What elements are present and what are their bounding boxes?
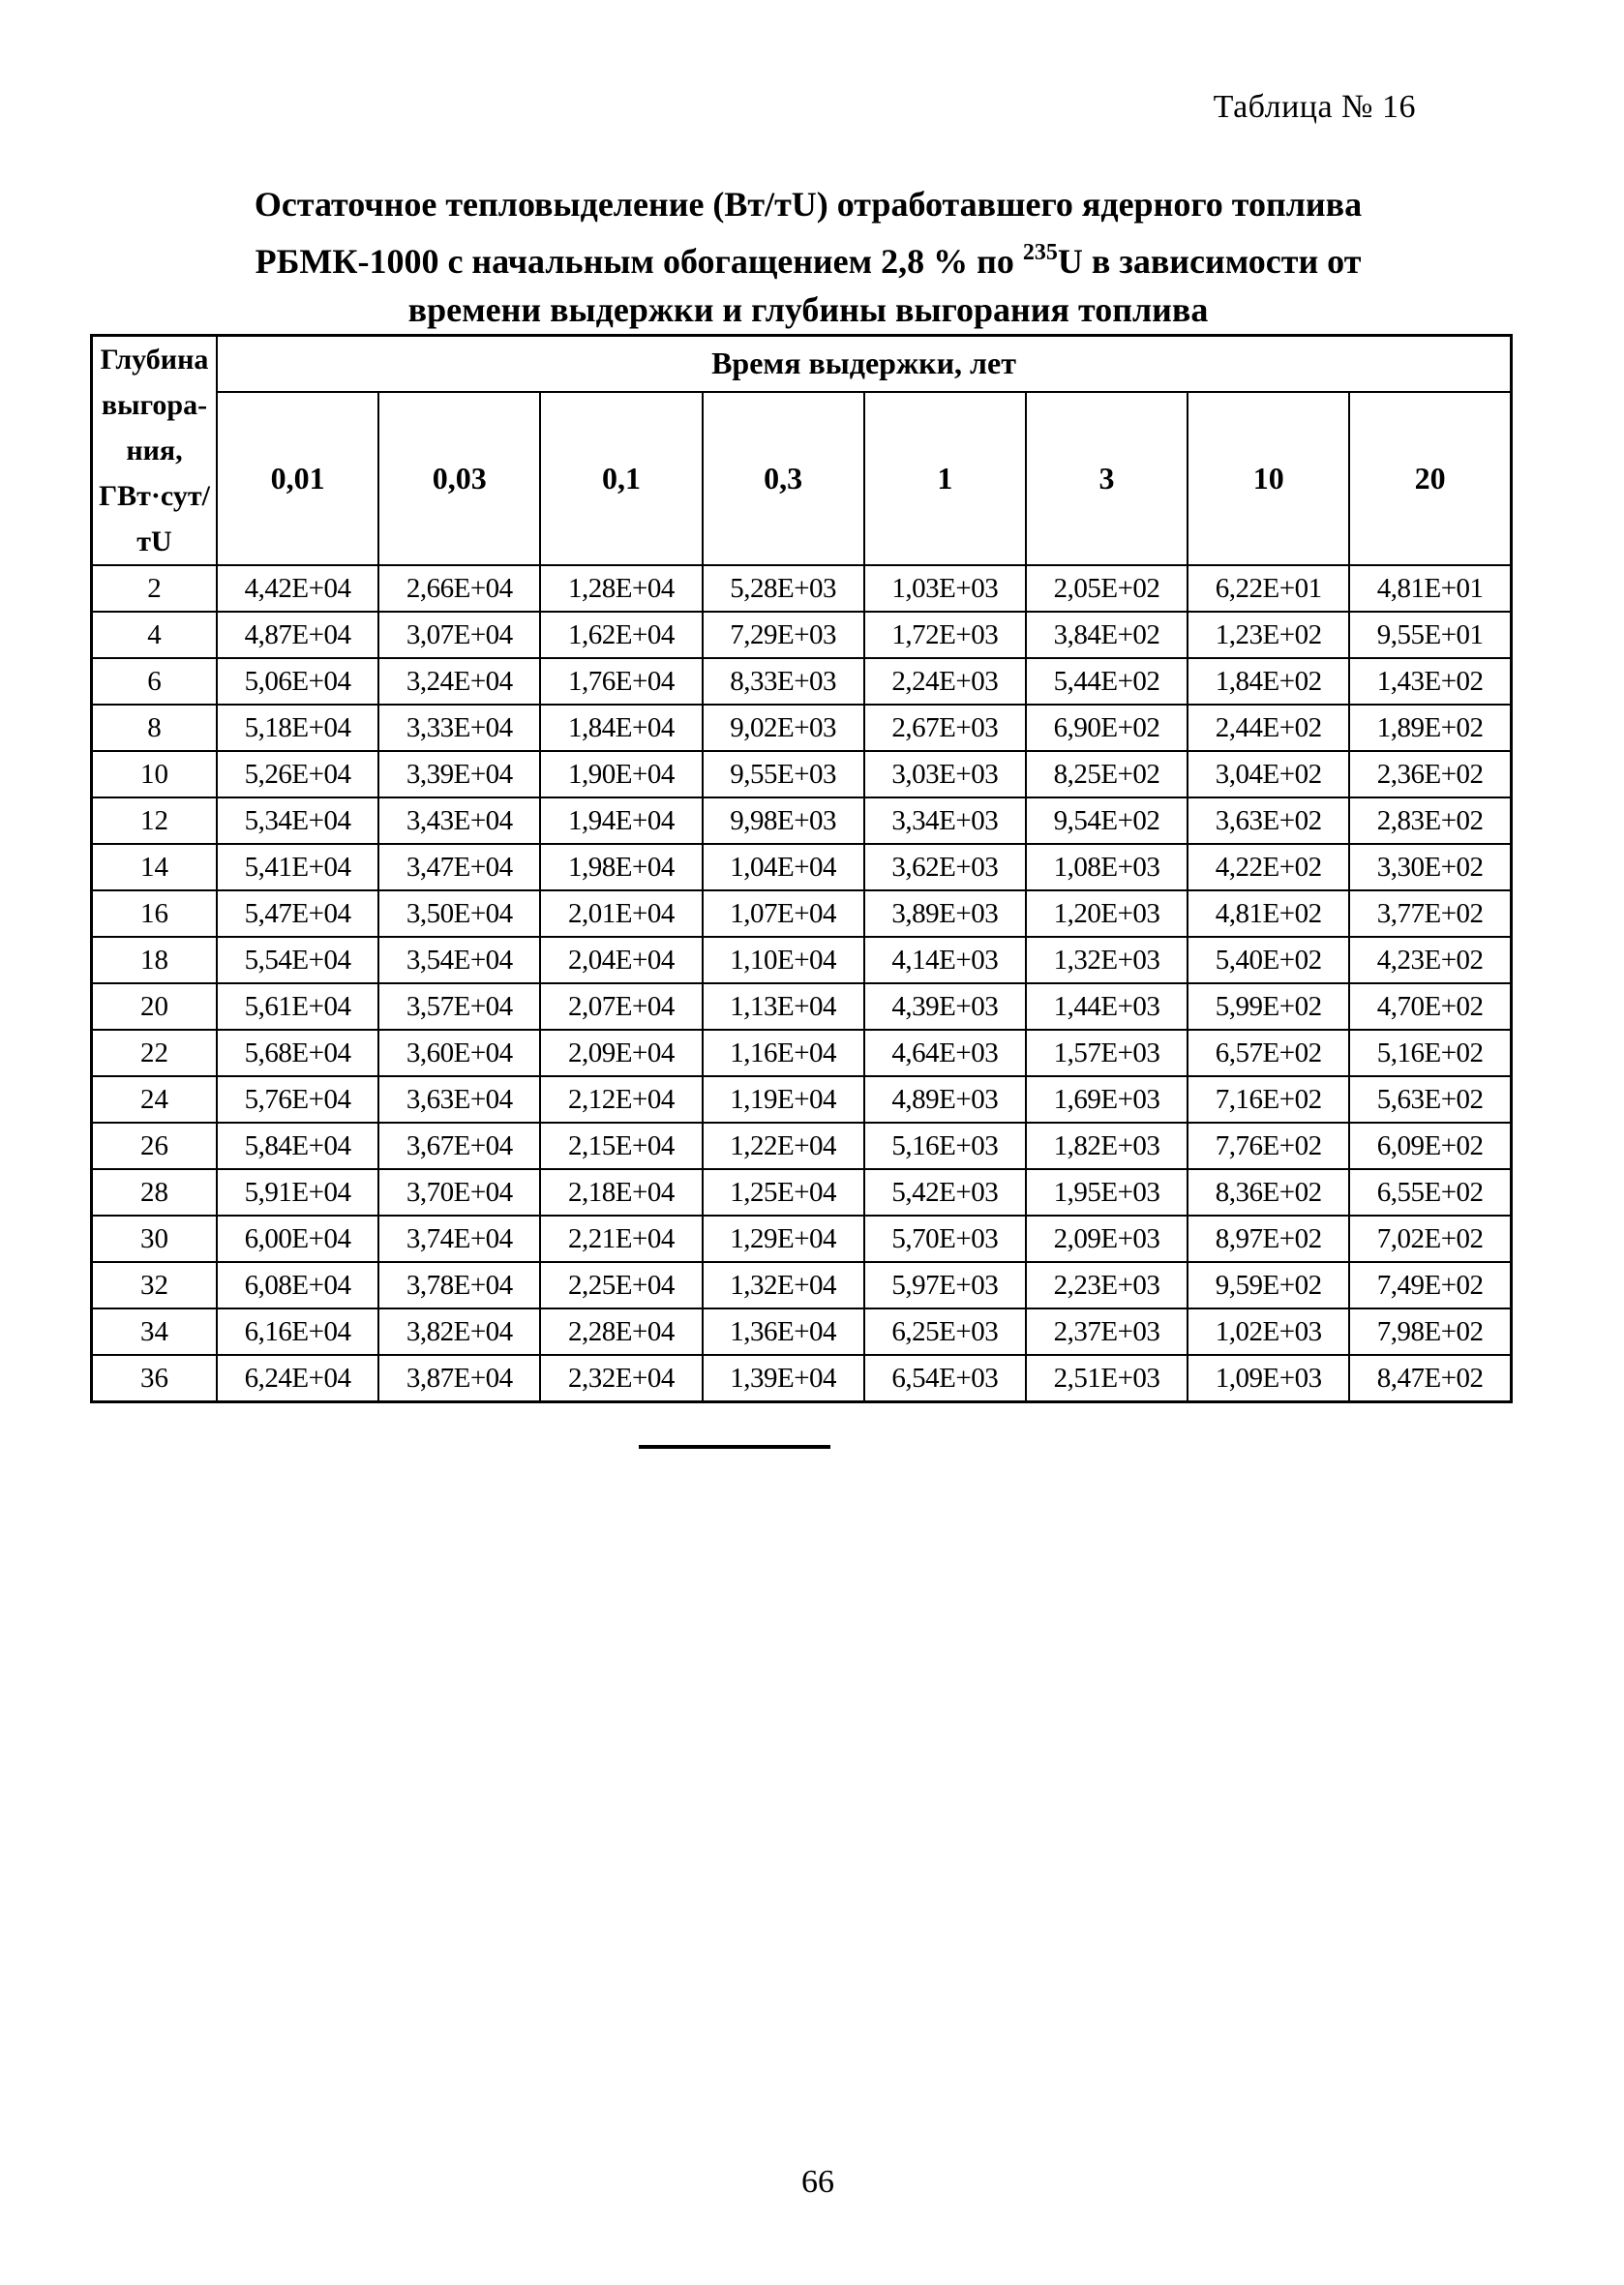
table-row xyxy=(92,937,1512,983)
heat-value-cell: 4,22E+02 xyxy=(1188,844,1349,890)
burnup-cell: 14 xyxy=(92,844,218,890)
heat-value-cell: 3,67E+04 xyxy=(378,1123,540,1169)
burnup-cell: 4 xyxy=(92,612,218,658)
table-row xyxy=(92,890,1512,937)
heat-value-cell: 5,99E+02 xyxy=(1188,983,1349,1030)
burnup-cell: 12 xyxy=(92,797,218,844)
time-column-header: 1 xyxy=(864,392,1026,565)
heat-value-cell: 3,43E+04 xyxy=(378,797,540,844)
heat-value-cell: 6,54E+03 xyxy=(864,1355,1026,1402)
heat-value-cell: 6,16E+04 xyxy=(217,1308,378,1355)
burnup-cell: 18 xyxy=(92,937,218,983)
heat-value-cell: 1,72E+03 xyxy=(864,612,1026,658)
heat-value-cell: 1,20E+03 xyxy=(1026,890,1188,937)
heat-value-cell: 6,55E+02 xyxy=(1349,1169,1511,1216)
heat-value-cell: 2,32E+04 xyxy=(540,1355,702,1402)
heat-value-cell: 1,84E+04 xyxy=(540,705,702,751)
heat-value-cell: 3,70E+04 xyxy=(378,1169,540,1216)
heat-value-cell: 1,44E+03 xyxy=(1026,983,1188,1030)
heat-value-cell: 1,03E+03 xyxy=(864,565,1026,612)
time-column-header: 20 xyxy=(1349,392,1511,565)
heat-value-cell: 5,61E+04 xyxy=(217,983,378,1030)
heat-value-cell: 2,04E+04 xyxy=(540,937,702,983)
heat-value-cell: 9,02E+03 xyxy=(703,705,864,751)
heat-value-cell: 3,03E+03 xyxy=(864,751,1026,797)
footer-divider-rule xyxy=(639,1445,830,1449)
heat-value-cell: 7,16E+02 xyxy=(1188,1076,1349,1123)
heat-value-cell: 3,89E+03 xyxy=(864,890,1026,937)
burnup-cell: 6 xyxy=(92,658,218,705)
table-number-label: Таблица № 16 xyxy=(1213,89,1416,125)
title-line-1: Остаточное тепловыделение (Вт/тU) отработавшего ядерного топлива xyxy=(254,185,1363,224)
heat-value-cell: 1,90E+04 xyxy=(540,751,702,797)
heat-value-cell: 4,87E+04 xyxy=(217,612,378,658)
heat-value-cell: 7,76E+02 xyxy=(1188,1123,1349,1169)
heat-value-cell: 8,47E+02 xyxy=(1349,1355,1511,1402)
heat-value-cell: 7,49E+02 xyxy=(1349,1262,1511,1308)
heat-value-cell: 1,82E+03 xyxy=(1026,1123,1188,1169)
burnup-cell: 34 xyxy=(92,1308,218,1355)
heat-value-cell: 1,57E+03 xyxy=(1026,1030,1188,1076)
table-header xyxy=(92,336,1512,566)
heat-value-cell: 6,90E+02 xyxy=(1026,705,1188,751)
table-row xyxy=(92,844,1512,890)
heat-value-cell: 2,15E+04 xyxy=(540,1123,702,1169)
heat-value-cell: 5,26E+04 xyxy=(217,751,378,797)
heat-value-cell: 1,32E+04 xyxy=(703,1262,864,1308)
time-column-header: 3 xyxy=(1026,392,1188,565)
heat-value-cell: 3,57E+04 xyxy=(378,983,540,1030)
burnup-cell: 32 xyxy=(92,1262,218,1308)
heat-value-cell: 6,57E+02 xyxy=(1188,1030,1349,1076)
heat-value-cell: 9,55E+03 xyxy=(703,751,864,797)
heat-value-cell: 2,09E+03 xyxy=(1026,1216,1188,1262)
heat-value-cell: 4,70E+02 xyxy=(1349,983,1511,1030)
table-row xyxy=(92,705,1512,751)
heat-value-cell: 6,22E+01 xyxy=(1188,565,1349,612)
burnup-header-line: Глубина xyxy=(100,344,209,376)
table-row xyxy=(92,565,1512,612)
title-line-2: РБМК-1000 с начальным обогащением 2,8 % по $^{235}$U в зависимости от xyxy=(255,240,1362,281)
heat-value-cell: 2,66E+04 xyxy=(378,565,540,612)
heat-value-cell: 1,89E+02 xyxy=(1349,705,1511,751)
heat-value-cell: 5,91E+04 xyxy=(217,1169,378,1216)
table-row xyxy=(92,983,1512,1030)
heat-value-cell: 3,39E+04 xyxy=(378,751,540,797)
heat-value-cell: 5,47E+04 xyxy=(217,890,378,937)
heat-value-cell: 2,28E+04 xyxy=(540,1308,702,1355)
heat-value-cell: 3,30E+02 xyxy=(1349,844,1511,890)
burnup-header-line: ния, xyxy=(126,435,183,466)
header-row-times xyxy=(92,392,1512,565)
heat-value-cell: 9,59E+02 xyxy=(1188,1262,1349,1308)
heat-value-cell: 2,44E+02 xyxy=(1188,705,1349,751)
heat-value-cell: 8,36E+02 xyxy=(1188,1169,1349,1216)
heat-value-cell: 5,18E+04 xyxy=(217,705,378,751)
heat-value-cell: 3,04E+02 xyxy=(1188,751,1349,797)
heat-value-cell: 1,16E+04 xyxy=(703,1030,864,1076)
table-row xyxy=(92,612,1512,658)
heat-value-cell: 9,98E+03 xyxy=(703,797,864,844)
heat-value-cell: 6,25E+03 xyxy=(864,1308,1026,1355)
heat-value-cell: 3,63E+04 xyxy=(378,1076,540,1123)
heat-value-cell: 1,19E+04 xyxy=(703,1076,864,1123)
burnup-cell: 28 xyxy=(92,1169,218,1216)
heat-value-cell: 1,04E+04 xyxy=(703,844,864,890)
table-row xyxy=(92,1355,1512,1402)
table-row xyxy=(92,751,1512,797)
table-row xyxy=(92,797,1512,844)
header-row-top xyxy=(92,336,1512,392)
burnup-cell: 26 xyxy=(92,1123,218,1169)
table-row xyxy=(92,1216,1512,1262)
heat-value-cell: 5,28E+03 xyxy=(703,565,864,612)
heat-value-cell: 6,00E+04 xyxy=(217,1216,378,1262)
heat-value-cell: 2,18E+04 xyxy=(540,1169,702,1216)
heat-value-cell: 1,10E+04 xyxy=(703,937,864,983)
heat-value-cell: 2,36E+02 xyxy=(1349,751,1511,797)
heat-value-cell: 1,94E+04 xyxy=(540,797,702,844)
heat-value-cell: 5,70E+03 xyxy=(864,1216,1026,1262)
table-row xyxy=(92,1123,1512,1169)
table-row xyxy=(92,1262,1512,1308)
heat-value-cell: 1,36E+04 xyxy=(703,1308,864,1355)
heat-value-cell: 3,87E+04 xyxy=(378,1355,540,1402)
holding-time-header: Время выдержки, лет xyxy=(217,336,1512,392)
heat-value-cell: 3,33E+04 xyxy=(378,705,540,751)
time-column-header: 0,03 xyxy=(378,392,540,565)
table-body xyxy=(92,565,1512,1402)
table-row xyxy=(92,658,1512,705)
burnup-header-line: выгора- xyxy=(101,389,208,421)
heat-value-cell: 1,07E+04 xyxy=(703,890,864,937)
heat-value-cell: 3,47E+04 xyxy=(378,844,540,890)
heat-value-cell: 5,54E+04 xyxy=(217,937,378,983)
burnup-cell: 20 xyxy=(92,983,218,1030)
heat-value-cell: 3,63E+02 xyxy=(1188,797,1349,844)
heat-value-cell: 5,84E+04 xyxy=(217,1123,378,1169)
table-row xyxy=(92,1308,1512,1355)
burnup-cell: 8 xyxy=(92,705,218,751)
heat-value-cell: 7,02E+02 xyxy=(1349,1216,1511,1262)
heat-value-cell: 5,76E+04 xyxy=(217,1076,378,1123)
table-row xyxy=(92,1169,1512,1216)
heat-value-cell: 2,05E+02 xyxy=(1026,565,1188,612)
heat-value-cell: 5,06E+04 xyxy=(217,658,378,705)
heat-value-cell: 4,89E+03 xyxy=(864,1076,1026,1123)
time-column-header: 0,01 xyxy=(217,392,378,565)
document-title xyxy=(97,180,1519,334)
heat-value-cell: 5,63E+02 xyxy=(1349,1076,1511,1123)
heat-value-cell: 8,97E+02 xyxy=(1188,1216,1349,1262)
heat-value-cell: 3,74E+04 xyxy=(378,1216,540,1262)
burnup-cell: 2 xyxy=(92,565,218,612)
heat-value-cell: 8,33E+03 xyxy=(703,658,864,705)
burnup-header-line: ГВт·сут/тU xyxy=(99,480,210,557)
burnup-cell: 22 xyxy=(92,1030,218,1076)
heat-value-cell: 2,12E+04 xyxy=(540,1076,702,1123)
heat-value-cell: 6,09E+02 xyxy=(1349,1123,1511,1169)
heat-value-cell: 5,68E+04 xyxy=(217,1030,378,1076)
heat-value-cell: 3,50E+04 xyxy=(378,890,540,937)
isotope-superscript: 235 xyxy=(1022,240,1058,265)
time-column-header: 0,3 xyxy=(703,392,864,565)
title-line-3: времени выдержки и глубины выгорания топлива xyxy=(407,290,1209,329)
heat-value-cell: 6,08E+04 xyxy=(217,1262,378,1308)
heat-value-cell: 3,77E+02 xyxy=(1349,890,1511,937)
heat-value-cell: 3,84E+02 xyxy=(1026,612,1188,658)
heat-value-cell: 3,54E+04 xyxy=(378,937,540,983)
heat-value-cell: 7,29E+03 xyxy=(703,612,864,658)
time-column-header: 0,1 xyxy=(540,392,702,565)
time-column-header: 10 xyxy=(1188,392,1349,565)
heat-value-cell: 5,16E+02 xyxy=(1349,1030,1511,1076)
heat-value-cell: 1,29E+04 xyxy=(703,1216,864,1262)
heat-value-cell: 7,98E+02 xyxy=(1349,1308,1511,1355)
page-number: 66 xyxy=(801,2164,834,2200)
heat-value-cell: 5,97E+03 xyxy=(864,1262,1026,1308)
heat-value-cell: 5,41E+04 xyxy=(217,844,378,890)
heat-value-cell: 2,83E+02 xyxy=(1349,797,1511,844)
heat-value-cell: 5,34E+04 xyxy=(217,797,378,844)
heat-value-cell: 1,39E+04 xyxy=(703,1355,864,1402)
heat-value-cell: 3,62E+03 xyxy=(864,844,1026,890)
heat-value-cell: 1,69E+03 xyxy=(1026,1076,1188,1123)
heat-value-cell: 1,98E+04 xyxy=(540,844,702,890)
heat-value-cell: 1,76E+04 xyxy=(540,658,702,705)
burnup-cell: 16 xyxy=(92,890,218,937)
heat-value-cell: 1,95E+03 xyxy=(1026,1169,1188,1216)
heat-value-cell: 1,28E+04 xyxy=(540,565,702,612)
burnup-column-header xyxy=(92,336,218,566)
heat-value-cell: 2,07E+04 xyxy=(540,983,702,1030)
heat-value-cell: 5,42E+03 xyxy=(864,1169,1026,1216)
table-row xyxy=(92,1030,1512,1076)
heat-value-cell: 5,44E+02 xyxy=(1026,658,1188,705)
heat-value-cell: 6,24E+04 xyxy=(217,1355,378,1402)
heat-value-cell: 2,01E+04 xyxy=(540,890,702,937)
heat-value-cell: 1,23E+02 xyxy=(1188,612,1349,658)
heat-value-cell: 1,43E+02 xyxy=(1349,658,1511,705)
heat-value-cell: 1,22E+04 xyxy=(703,1123,864,1169)
table-row xyxy=(92,1076,1512,1123)
heat-value-cell: 2,21E+04 xyxy=(540,1216,702,1262)
decay-heat-table xyxy=(90,334,1513,1403)
heat-value-cell: 2,09E+04 xyxy=(540,1030,702,1076)
heat-value-cell: 3,82E+04 xyxy=(378,1308,540,1355)
heat-value-cell: 3,60E+04 xyxy=(378,1030,540,1076)
heat-value-cell: 5,40E+02 xyxy=(1188,937,1349,983)
heat-value-cell: 1,62E+04 xyxy=(540,612,702,658)
heat-value-cell: 3,34E+03 xyxy=(864,797,1026,844)
heat-value-cell: 4,42E+04 xyxy=(217,565,378,612)
heat-value-cell: 1,09E+03 xyxy=(1188,1355,1349,1402)
heat-value-cell: 9,55E+01 xyxy=(1349,612,1511,658)
heat-value-cell: 1,13E+04 xyxy=(703,983,864,1030)
heat-value-cell: 4,39E+03 xyxy=(864,983,1026,1030)
heat-value-cell: 2,51E+03 xyxy=(1026,1355,1188,1402)
heat-value-cell: 1,08E+03 xyxy=(1026,844,1188,890)
heat-value-cell: 2,67E+03 xyxy=(864,705,1026,751)
burnup-cell: 30 xyxy=(92,1216,218,1262)
heat-value-cell: 2,23E+03 xyxy=(1026,1262,1188,1308)
heat-value-cell: 1,84E+02 xyxy=(1188,658,1349,705)
heat-value-cell: 3,24E+04 xyxy=(378,658,540,705)
heat-value-cell: 1,32E+03 xyxy=(1026,937,1188,983)
heat-value-cell: 9,54E+02 xyxy=(1026,797,1188,844)
heat-value-cell: 4,64E+03 xyxy=(864,1030,1026,1076)
heat-value-cell: 3,78E+04 xyxy=(378,1262,540,1308)
burnup-cell: 36 xyxy=(92,1355,218,1402)
heat-value-cell: 5,16E+03 xyxy=(864,1123,1026,1169)
heat-value-cell: 3,07E+04 xyxy=(378,612,540,658)
heat-value-cell: 4,14E+03 xyxy=(864,937,1026,983)
heat-value-cell: 1,25E+04 xyxy=(703,1169,864,1216)
heat-value-cell: 2,37E+03 xyxy=(1026,1308,1188,1355)
heat-value-cell: 4,81E+02 xyxy=(1188,890,1349,937)
burnup-cell: 24 xyxy=(92,1076,218,1123)
heat-value-cell: 2,25E+04 xyxy=(540,1262,702,1308)
burnup-cell: 10 xyxy=(92,751,218,797)
heat-value-cell: 4,23E+02 xyxy=(1349,937,1511,983)
heat-value-cell: 2,24E+03 xyxy=(864,658,1026,705)
heat-value-cell: 1,02E+03 xyxy=(1188,1308,1349,1355)
heat-value-cell: 8,25E+02 xyxy=(1026,751,1188,797)
heat-value-cell: 4,81E+01 xyxy=(1349,565,1511,612)
